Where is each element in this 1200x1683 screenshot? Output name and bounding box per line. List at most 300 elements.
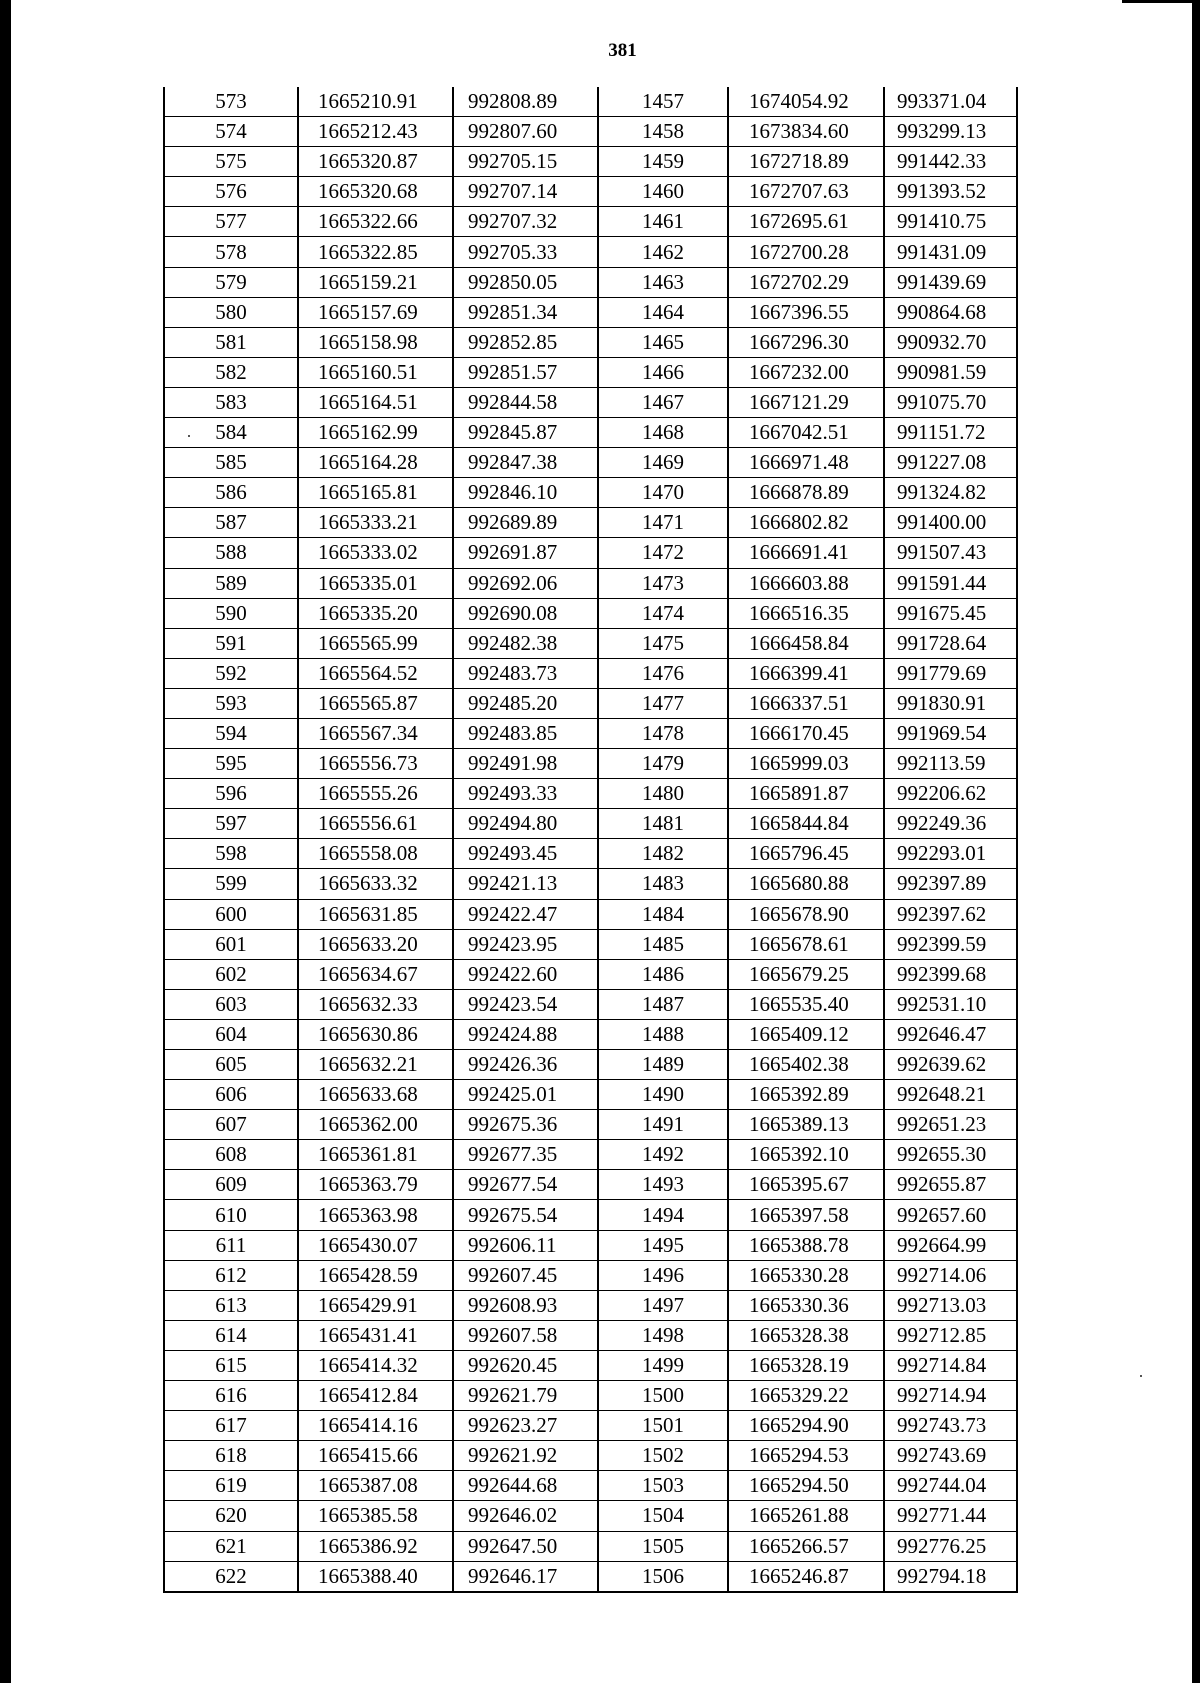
point-number-b-cell: 1478 [598, 718, 728, 748]
y-coordinate-b-cell: 993371.04 [884, 87, 1017, 117]
y-coordinate-a-cell: 992707.32 [453, 207, 598, 237]
y-coordinate-b-cell: 992113.59 [884, 749, 1017, 779]
point-number-a-cell: 610 [164, 1200, 298, 1230]
point-number-b-cell: 1463 [598, 267, 728, 297]
point-number-a-cell: 613 [164, 1290, 298, 1320]
table-row [164, 1561, 1017, 1592]
y-coordinate-a-cell: 992647.50 [453, 1531, 598, 1561]
point-number-b-cell: 1492 [598, 1140, 728, 1170]
y-coordinate-a-cell: 992677.35 [453, 1140, 598, 1170]
x-coordinate-a-cell: 1665164.28 [298, 448, 453, 478]
point-number-b-cell: 1479 [598, 749, 728, 779]
point-number-a-cell: 580 [164, 297, 298, 327]
x-coordinate-b-cell: 1672695.61 [728, 207, 884, 237]
x-coordinate-b-cell: 1672702.29 [728, 267, 884, 297]
y-coordinate-a-cell: 992424.88 [453, 1019, 598, 1049]
y-coordinate-b-cell: 992531.10 [884, 989, 1017, 1019]
y-coordinate-b-cell: 992397.89 [884, 869, 1017, 899]
table-row [164, 1471, 1017, 1501]
table-row [164, 1501, 1017, 1531]
x-coordinate-b-cell: 1666691.41 [728, 538, 884, 568]
point-number-a-cell: 588 [164, 538, 298, 568]
y-coordinate-b-cell: 992648.21 [884, 1080, 1017, 1110]
point-number-b-cell: 1500 [598, 1381, 728, 1411]
y-coordinate-a-cell: 992483.73 [453, 658, 598, 688]
table-row [164, 1531, 1017, 1561]
y-coordinate-a-cell: 992421.13 [453, 869, 598, 899]
point-number-a-cell: 587 [164, 508, 298, 538]
y-coordinate-b-cell: 992771.44 [884, 1501, 1017, 1531]
point-number-a-cell: 615 [164, 1350, 298, 1380]
y-coordinate-b-cell: 991431.09 [884, 237, 1017, 267]
table-row [164, 989, 1017, 1019]
x-coordinate-a-cell: 1665558.08 [298, 839, 453, 869]
x-coordinate-b-cell: 1665844.84 [728, 809, 884, 839]
y-coordinate-b-cell: 992712.85 [884, 1320, 1017, 1350]
y-coordinate-b-cell: 992664.99 [884, 1230, 1017, 1260]
y-coordinate-a-cell: 992426.36 [453, 1050, 598, 1080]
table-row [164, 1080, 1017, 1110]
table-row [164, 718, 1017, 748]
x-coordinate-b-cell: 1665330.28 [728, 1260, 884, 1290]
table-row [164, 628, 1017, 658]
point-number-a-cell: 589 [164, 568, 298, 598]
point-number-a-cell: 590 [164, 598, 298, 628]
y-coordinate-a-cell: 992422.60 [453, 959, 598, 989]
y-coordinate-b-cell: 992249.36 [884, 809, 1017, 839]
point-number-a-cell: 594 [164, 718, 298, 748]
point-number-a-cell: 592 [164, 658, 298, 688]
x-coordinate-b-cell: 1665397.58 [728, 1200, 884, 1230]
x-coordinate-b-cell: 1665388.78 [728, 1230, 884, 1260]
table-row [164, 839, 1017, 869]
y-coordinate-b-cell: 991400.00 [884, 508, 1017, 538]
y-coordinate-a-cell: 992677.54 [453, 1170, 598, 1200]
table-row [164, 207, 1017, 237]
x-coordinate-a-cell: 1665556.61 [298, 809, 453, 839]
point-number-a-cell: 598 [164, 839, 298, 869]
x-coordinate-b-cell: 1665392.10 [728, 1140, 884, 1170]
y-coordinate-b-cell: 991969.54 [884, 718, 1017, 748]
table-row [164, 1230, 1017, 1260]
point-number-b-cell: 1473 [598, 568, 728, 598]
x-coordinate-b-cell: 1665679.25 [728, 959, 884, 989]
table-row [164, 598, 1017, 628]
x-coordinate-b-cell: 1665535.40 [728, 989, 884, 1019]
y-coordinate-b-cell: 992397.62 [884, 899, 1017, 929]
x-coordinate-b-cell: 1665392.89 [728, 1080, 884, 1110]
point-number-b-cell: 1498 [598, 1320, 728, 1350]
point-number-b-cell: 1467 [598, 387, 728, 417]
y-coordinate-b-cell: 992794.18 [884, 1561, 1017, 1592]
x-coordinate-a-cell: 1665164.51 [298, 387, 453, 417]
point-number-b-cell: 1491 [598, 1110, 728, 1140]
y-coordinate-b-cell: 991439.69 [884, 267, 1017, 297]
point-number-b-cell: 1477 [598, 688, 728, 718]
y-coordinate-b-cell: 991324.82 [884, 478, 1017, 508]
point-number-b-cell: 1503 [598, 1471, 728, 1501]
y-coordinate-a-cell: 992422.47 [453, 899, 598, 929]
x-coordinate-a-cell: 1665414.32 [298, 1350, 453, 1380]
x-coordinate-b-cell: 1665409.12 [728, 1019, 884, 1049]
table-row [164, 1381, 1017, 1411]
y-coordinate-a-cell: 992851.57 [453, 357, 598, 387]
y-coordinate-b-cell: 991410.75 [884, 207, 1017, 237]
x-coordinate-b-cell: 1672707.63 [728, 177, 884, 207]
y-coordinate-b-cell: 992399.68 [884, 959, 1017, 989]
x-coordinate-a-cell: 1665322.85 [298, 237, 453, 267]
x-coordinate-b-cell: 1665678.61 [728, 929, 884, 959]
y-coordinate-b-cell: 992776.25 [884, 1531, 1017, 1561]
y-coordinate-b-cell: 992743.69 [884, 1441, 1017, 1471]
x-coordinate-a-cell: 1665387.08 [298, 1471, 453, 1501]
x-coordinate-a-cell: 1665634.67 [298, 959, 453, 989]
y-coordinate-b-cell: 992713.03 [884, 1290, 1017, 1320]
x-coordinate-a-cell: 1665160.51 [298, 357, 453, 387]
x-coordinate-b-cell: 1666399.41 [728, 658, 884, 688]
y-coordinate-a-cell: 992607.58 [453, 1320, 598, 1350]
point-number-a-cell: 574 [164, 117, 298, 147]
coordinate-table-body [164, 87, 1017, 1592]
y-coordinate-b-cell: 992655.30 [884, 1140, 1017, 1170]
table-row [164, 147, 1017, 177]
point-number-b-cell: 1496 [598, 1260, 728, 1290]
x-coordinate-a-cell: 1665362.00 [298, 1110, 453, 1140]
x-coordinate-a-cell: 1665165.81 [298, 478, 453, 508]
y-coordinate-a-cell: 992690.08 [453, 598, 598, 628]
y-coordinate-a-cell: 992607.45 [453, 1260, 598, 1290]
y-coordinate-b-cell: 992646.47 [884, 1019, 1017, 1049]
table-row [164, 1320, 1017, 1350]
table-row [164, 809, 1017, 839]
x-coordinate-a-cell: 1665385.58 [298, 1501, 453, 1531]
point-number-b-cell: 1485 [598, 929, 728, 959]
point-number-b-cell: 1465 [598, 327, 728, 357]
point-number-a-cell: 597 [164, 809, 298, 839]
point-number-b-cell: 1475 [598, 628, 728, 658]
y-coordinate-b-cell: 992744.04 [884, 1471, 1017, 1501]
y-coordinate-a-cell: 992844.58 [453, 387, 598, 417]
point-number-a-cell: 617 [164, 1411, 298, 1441]
y-coordinate-a-cell: 992691.87 [453, 538, 598, 568]
point-number-a-cell: 600 [164, 899, 298, 929]
point-number-b-cell: 1481 [598, 809, 728, 839]
table-row [164, 1050, 1017, 1080]
table-row [164, 1140, 1017, 1170]
point-number-a-cell: 607 [164, 1110, 298, 1140]
table-row [164, 1170, 1017, 1200]
point-number-a-cell: 603 [164, 989, 298, 1019]
scan-speck [1140, 1375, 1142, 1377]
y-coordinate-a-cell: 992646.17 [453, 1561, 598, 1592]
x-coordinate-a-cell: 1665363.98 [298, 1200, 453, 1230]
point-number-a-cell: 593 [164, 688, 298, 718]
table-row [164, 1290, 1017, 1320]
x-coordinate-b-cell: 1667396.55 [728, 297, 884, 327]
point-number-b-cell: 1502 [598, 1441, 728, 1471]
x-coordinate-a-cell: 1665335.01 [298, 568, 453, 598]
y-coordinate-a-cell: 992808.89 [453, 87, 598, 117]
point-number-a-cell: 602 [164, 959, 298, 989]
y-coordinate-b-cell: 991830.91 [884, 688, 1017, 718]
point-number-b-cell: 1483 [598, 869, 728, 899]
table-row [164, 658, 1017, 688]
y-coordinate-a-cell: 992485.20 [453, 688, 598, 718]
point-number-b-cell: 1494 [598, 1200, 728, 1230]
point-number-b-cell: 1462 [598, 237, 728, 267]
x-coordinate-a-cell: 1665632.33 [298, 989, 453, 1019]
x-coordinate-a-cell: 1665632.21 [298, 1050, 453, 1080]
coordinate-table [163, 87, 1018, 1593]
x-coordinate-b-cell: 1666971.48 [728, 448, 884, 478]
table-row [164, 1441, 1017, 1471]
point-number-a-cell: 601 [164, 929, 298, 959]
point-number-b-cell: 1506 [598, 1561, 728, 1592]
point-number-b-cell: 1470 [598, 478, 728, 508]
point-number-a-cell: 606 [164, 1080, 298, 1110]
x-coordinate-a-cell: 1665333.21 [298, 508, 453, 538]
x-coordinate-b-cell: 1666516.35 [728, 598, 884, 628]
x-coordinate-a-cell: 1665386.92 [298, 1531, 453, 1561]
y-coordinate-a-cell: 992621.79 [453, 1381, 598, 1411]
x-coordinate-b-cell: 1665395.67 [728, 1170, 884, 1200]
x-coordinate-b-cell: 1665246.87 [728, 1561, 884, 1592]
point-number-b-cell: 1476 [598, 658, 728, 688]
y-coordinate-a-cell: 992620.45 [453, 1350, 598, 1380]
point-number-b-cell: 1480 [598, 779, 728, 809]
x-coordinate-a-cell: 1665320.87 [298, 147, 453, 177]
x-coordinate-b-cell: 1667296.30 [728, 327, 884, 357]
x-coordinate-b-cell: 1665402.38 [728, 1050, 884, 1080]
point-number-b-cell: 1486 [598, 959, 728, 989]
y-coordinate-b-cell: 992206.62 [884, 779, 1017, 809]
table-row [164, 1019, 1017, 1049]
x-coordinate-a-cell: 1665210.91 [298, 87, 453, 117]
x-coordinate-b-cell: 1665891.87 [728, 779, 884, 809]
x-coordinate-a-cell: 1665565.87 [298, 688, 453, 718]
table-row [164, 297, 1017, 327]
x-coordinate-b-cell: 1666170.45 [728, 718, 884, 748]
table-row [164, 688, 1017, 718]
x-coordinate-a-cell: 1665159.21 [298, 267, 453, 297]
point-number-a-cell: 586 [164, 478, 298, 508]
y-coordinate-b-cell: 991591.44 [884, 568, 1017, 598]
point-number-a-cell: 611 [164, 1230, 298, 1260]
table-row [164, 327, 1017, 357]
point-number-a-cell: 579 [164, 267, 298, 297]
y-coordinate-a-cell: 992644.68 [453, 1471, 598, 1501]
y-coordinate-b-cell: 992714.94 [884, 1381, 1017, 1411]
x-coordinate-b-cell: 1665294.53 [728, 1441, 884, 1471]
y-coordinate-a-cell: 992608.93 [453, 1290, 598, 1320]
y-coordinate-a-cell: 992705.15 [453, 147, 598, 177]
y-coordinate-a-cell: 992483.85 [453, 718, 598, 748]
x-coordinate-b-cell: 1666337.51 [728, 688, 884, 718]
point-number-b-cell: 1469 [598, 448, 728, 478]
table-row [164, 959, 1017, 989]
point-number-a-cell: 578 [164, 237, 298, 267]
y-coordinate-a-cell: 992494.80 [453, 809, 598, 839]
point-number-a-cell: 573 [164, 87, 298, 117]
x-coordinate-a-cell: 1665157.69 [298, 297, 453, 327]
table-row [164, 357, 1017, 387]
y-coordinate-a-cell: 992423.95 [453, 929, 598, 959]
table-row [164, 1411, 1017, 1441]
point-number-a-cell: 596 [164, 779, 298, 809]
table-row [164, 568, 1017, 598]
y-coordinate-b-cell: 991393.52 [884, 177, 1017, 207]
point-number-a-cell: 604 [164, 1019, 298, 1049]
x-coordinate-b-cell: 1665328.38 [728, 1320, 884, 1350]
y-coordinate-b-cell: 991075.70 [884, 387, 1017, 417]
table-row [164, 1260, 1017, 1290]
x-coordinate-a-cell: 1665567.34 [298, 718, 453, 748]
x-coordinate-a-cell: 1665631.85 [298, 899, 453, 929]
y-coordinate-a-cell: 992623.27 [453, 1411, 598, 1441]
y-coordinate-a-cell: 992675.36 [453, 1110, 598, 1140]
point-number-b-cell: 1484 [598, 899, 728, 929]
y-coordinate-b-cell: 990932.70 [884, 327, 1017, 357]
x-coordinate-b-cell: 1665328.19 [728, 1350, 884, 1380]
y-coordinate-b-cell: 991442.33 [884, 147, 1017, 177]
table-row [164, 448, 1017, 478]
point-number-b-cell: 1495 [598, 1230, 728, 1260]
point-number-b-cell: 1482 [598, 839, 728, 869]
y-coordinate-b-cell: 992651.23 [884, 1110, 1017, 1140]
x-coordinate-b-cell: 1674054.92 [728, 87, 884, 117]
x-coordinate-a-cell: 1665429.91 [298, 1290, 453, 1320]
y-coordinate-a-cell: 992606.11 [453, 1230, 598, 1260]
y-coordinate-b-cell: 991779.69 [884, 658, 1017, 688]
y-coordinate-b-cell: 992714.06 [884, 1260, 1017, 1290]
x-coordinate-a-cell: 1665320.68 [298, 177, 453, 207]
x-coordinate-b-cell: 1667232.00 [728, 357, 884, 387]
table-row [164, 267, 1017, 297]
x-coordinate-b-cell: 1665329.22 [728, 1381, 884, 1411]
point-number-a-cell: 584 [164, 418, 298, 448]
table-row [164, 1110, 1017, 1140]
x-coordinate-a-cell: 1665633.20 [298, 929, 453, 959]
point-number-b-cell: 1457 [598, 87, 728, 117]
x-coordinate-b-cell: 1665294.50 [728, 1471, 884, 1501]
x-coordinate-b-cell: 1665294.90 [728, 1411, 884, 1441]
point-number-b-cell: 1489 [598, 1050, 728, 1080]
y-coordinate-a-cell: 992689.89 [453, 508, 598, 538]
y-coordinate-b-cell: 991675.45 [884, 598, 1017, 628]
point-number-a-cell: 608 [164, 1140, 298, 1170]
y-coordinate-b-cell: 992293.01 [884, 839, 1017, 869]
x-coordinate-a-cell: 1665414.16 [298, 1411, 453, 1441]
table-row [164, 749, 1017, 779]
x-coordinate-b-cell: 1666802.82 [728, 508, 884, 538]
y-coordinate-b-cell: 991507.43 [884, 538, 1017, 568]
x-coordinate-b-cell: 1672718.89 [728, 147, 884, 177]
point-number-a-cell: 616 [164, 1381, 298, 1411]
table-row [164, 237, 1017, 267]
y-coordinate-b-cell: 992743.73 [884, 1411, 1017, 1441]
x-coordinate-a-cell: 1665564.52 [298, 658, 453, 688]
x-coordinate-a-cell: 1665633.68 [298, 1080, 453, 1110]
table-row [164, 177, 1017, 207]
point-number-a-cell: 582 [164, 357, 298, 387]
x-coordinate-a-cell: 1665431.41 [298, 1320, 453, 1350]
table-row [164, 117, 1017, 147]
point-number-b-cell: 1466 [598, 357, 728, 387]
x-coordinate-b-cell: 1667121.29 [728, 387, 884, 417]
scan-edge-left [0, 0, 11, 1683]
y-coordinate-b-cell: 992714.84 [884, 1350, 1017, 1380]
x-coordinate-b-cell: 1665389.13 [728, 1110, 884, 1140]
x-coordinate-a-cell: 1665162.99 [298, 418, 453, 448]
x-coordinate-b-cell: 1665261.88 [728, 1501, 884, 1531]
table-row [164, 1350, 1017, 1380]
x-coordinate-a-cell: 1665333.02 [298, 538, 453, 568]
point-number-b-cell: 1474 [598, 598, 728, 628]
point-number-a-cell: 620 [164, 1501, 298, 1531]
x-coordinate-a-cell: 1665415.66 [298, 1441, 453, 1471]
coordinate-table-container [163, 87, 1018, 1593]
point-number-b-cell: 1490 [598, 1080, 728, 1110]
x-coordinate-a-cell: 1665212.43 [298, 117, 453, 147]
point-number-b-cell: 1460 [598, 177, 728, 207]
x-coordinate-a-cell: 1665565.99 [298, 628, 453, 658]
point-number-b-cell: 1488 [598, 1019, 728, 1049]
y-coordinate-a-cell: 992646.02 [453, 1501, 598, 1531]
point-number-a-cell: 583 [164, 387, 298, 417]
point-number-b-cell: 1464 [598, 297, 728, 327]
point-number-a-cell: 605 [164, 1050, 298, 1080]
point-number-b-cell: 1472 [598, 538, 728, 568]
y-coordinate-a-cell: 992846.10 [453, 478, 598, 508]
point-number-a-cell: 585 [164, 448, 298, 478]
point-number-a-cell: 609 [164, 1170, 298, 1200]
x-coordinate-a-cell: 1665556.73 [298, 749, 453, 779]
page-number: 381 [608, 40, 637, 61]
x-coordinate-b-cell: 1665678.90 [728, 899, 884, 929]
x-coordinate-a-cell: 1665388.40 [298, 1561, 453, 1592]
x-coordinate-b-cell: 1666603.88 [728, 568, 884, 598]
x-coordinate-b-cell: 1665999.03 [728, 749, 884, 779]
point-number-b-cell: 1504 [598, 1501, 728, 1531]
point-number-b-cell: 1499 [598, 1350, 728, 1380]
y-coordinate-a-cell: 992705.33 [453, 237, 598, 267]
point-number-a-cell: 622 [164, 1561, 298, 1592]
table-row [164, 508, 1017, 538]
table-row [164, 387, 1017, 417]
y-coordinate-a-cell: 992807.60 [453, 117, 598, 147]
y-coordinate-b-cell: 990864.68 [884, 297, 1017, 327]
y-coordinate-b-cell: 993299.13 [884, 117, 1017, 147]
table-row [164, 87, 1017, 117]
y-coordinate-b-cell: 992399.59 [884, 929, 1017, 959]
y-coordinate-b-cell: 991227.08 [884, 448, 1017, 478]
point-number-b-cell: 1461 [598, 207, 728, 237]
point-number-b-cell: 1459 [598, 147, 728, 177]
point-number-a-cell: 591 [164, 628, 298, 658]
x-coordinate-b-cell: 1672700.28 [728, 237, 884, 267]
y-coordinate-b-cell: 992655.87 [884, 1170, 1017, 1200]
x-coordinate-a-cell: 1665630.86 [298, 1019, 453, 1049]
table-row [164, 779, 1017, 809]
x-coordinate-a-cell: 1665555.26 [298, 779, 453, 809]
y-coordinate-a-cell: 992482.38 [453, 628, 598, 658]
point-number-b-cell: 1497 [598, 1290, 728, 1320]
y-coordinate-a-cell: 992852.85 [453, 327, 598, 357]
x-coordinate-a-cell: 1665335.20 [298, 598, 453, 628]
table-row [164, 929, 1017, 959]
x-coordinate-b-cell: 1665330.36 [728, 1290, 884, 1320]
point-number-b-cell: 1493 [598, 1170, 728, 1200]
